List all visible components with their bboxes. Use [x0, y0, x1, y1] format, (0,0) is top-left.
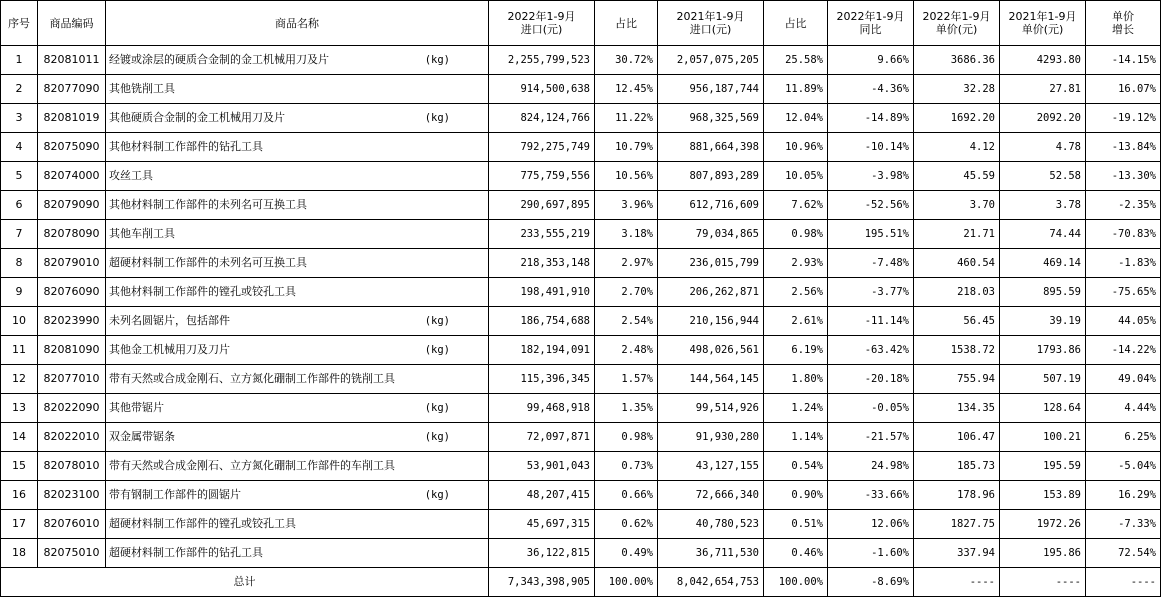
name-wrap [109, 257, 484, 269]
name-wrap [109, 315, 484, 327]
cell-price-2021: 195.59 [1000, 452, 1086, 481]
cell-name [106, 278, 489, 307]
header-seq: 序号 [1, 1, 38, 46]
header-import-2021: 2021年1-9月 进口(元) [658, 1, 764, 46]
cell-price-2021: 4293.80 [1000, 46, 1086, 75]
product-name: 其他金工机械用刀及刀片 [109, 343, 230, 356]
total-share-2021: 100.00% [764, 568, 828, 597]
cell-import-2022: 198,491,910 [489, 278, 595, 307]
cell-share-2022: 0.49% [595, 539, 658, 568]
cell-import-2021: 144,564,145 [658, 365, 764, 394]
cell-yoy: 9.66% [828, 46, 914, 75]
cell-price-2022: 755.94 [914, 365, 1000, 394]
cell-import-2022: 72,097,871 [489, 423, 595, 452]
cell-import-2021: 43,127,155 [658, 452, 764, 481]
product-name: 双金属带锯条 [109, 430, 175, 443]
cell-price-2021: 4.78 [1000, 133, 1086, 162]
product-unit: (kg) [424, 402, 450, 414]
cell-import-2022: 775,759,556 [489, 162, 595, 191]
name-wrap [109, 228, 484, 240]
product-name: 其他材料制工作部件的未列名可互换工具 [109, 198, 307, 211]
cell-seq: 4 [1, 133, 38, 162]
name-wrap [109, 518, 484, 530]
cell-import-2021: 881,664,398 [658, 133, 764, 162]
cell-yoy: -21.57% [828, 423, 914, 452]
cell-yoy: 195.51% [828, 220, 914, 249]
cell-import-2021: 40,780,523 [658, 510, 764, 539]
cell-price-2022: 3.70 [914, 191, 1000, 220]
cell-price-growth: 44.05% [1086, 307, 1161, 336]
cell-code: 82081011 [38, 46, 106, 75]
cell-share-2021: 10.05% [764, 162, 828, 191]
cell-share-2022: 3.18% [595, 220, 658, 249]
cell-name [106, 46, 489, 75]
cell-seq: 15 [1, 452, 38, 481]
product-unit: (kg) [424, 54, 450, 66]
cell-name [106, 394, 489, 423]
cell-price-2021: 1972.26 [1000, 510, 1086, 539]
cell-price-2022: 460.54 [914, 249, 1000, 278]
cell-share-2022: 0.62% [595, 510, 658, 539]
cell-share-2021: 11.89% [764, 75, 828, 104]
cell-import-2021: 99,514,926 [658, 394, 764, 423]
cell-import-2022: 290,697,895 [489, 191, 595, 220]
cell-price-growth: 4.44% [1086, 394, 1161, 423]
cell-price-growth: -7.33% [1086, 510, 1161, 539]
cell-name [106, 423, 489, 452]
cell-share-2021: 2.93% [764, 249, 828, 278]
cell-code: 82076090 [38, 278, 106, 307]
cell-price-growth: -13.30% [1086, 162, 1161, 191]
cell-code: 82077010 [38, 365, 106, 394]
cell-share-2021: 6.19% [764, 336, 828, 365]
cell-name [106, 104, 489, 133]
cell-share-2022: 2.48% [595, 336, 658, 365]
cell-import-2022: 45,697,315 [489, 510, 595, 539]
cell-import-2022: 824,124,766 [489, 104, 595, 133]
product-name: 其他材料制工作部件的镗孔或铰孔工具 [109, 285, 296, 298]
total-yoy: -8.69% [828, 568, 914, 597]
cell-price-2021: 52.58 [1000, 162, 1086, 191]
product-unit: (kg) [424, 431, 450, 443]
cell-share-2021: 25.58% [764, 46, 828, 75]
cell-code: 82022010 [38, 423, 106, 452]
cell-code: 82078010 [38, 452, 106, 481]
cell-import-2021: 956,187,744 [658, 75, 764, 104]
header-row [1, 1, 1161, 46]
cell-name [106, 481, 489, 510]
table-row [1, 104, 1161, 133]
cell-import-2022: 36,122,815 [489, 539, 595, 568]
cell-import-2022: 914,500,638 [489, 75, 595, 104]
table-row [1, 162, 1161, 191]
product-unit: (kg) [424, 489, 450, 501]
total-label: 总计 [1, 568, 489, 597]
table-row [1, 46, 1161, 75]
cell-price-2022: 4.12 [914, 133, 1000, 162]
table-row [1, 365, 1161, 394]
cell-name [106, 336, 489, 365]
cell-import-2022: 2,255,799,523 [489, 46, 595, 75]
cell-share-2022: 10.79% [595, 133, 658, 162]
header-yoy: 2022年1-9月 同比 [828, 1, 914, 46]
cell-price-growth: 16.07% [1086, 75, 1161, 104]
total-import-2022: 7,343,398,905 [489, 568, 595, 597]
product-unit: (kg) [424, 344, 450, 356]
cell-code: 82081090 [38, 336, 106, 365]
table-row [1, 481, 1161, 510]
cell-name [106, 452, 489, 481]
cell-import-2022: 218,353,148 [489, 249, 595, 278]
header-name: 商品名称 [106, 1, 489, 46]
header-import-2022: 2022年1-9月 进口(元) [489, 1, 595, 46]
name-wrap [109, 83, 484, 95]
product-name: 其他材料制工作部件的钻孔工具 [109, 140, 263, 153]
cell-price-growth: 6.25% [1086, 423, 1161, 452]
name-wrap [109, 170, 484, 182]
cell-yoy: -52.56% [828, 191, 914, 220]
cell-price-2022: 1692.20 [914, 104, 1000, 133]
cell-price-2022: 32.28 [914, 75, 1000, 104]
cell-seq: 5 [1, 162, 38, 191]
cell-price-2021: 100.21 [1000, 423, 1086, 452]
cell-price-2022: 218.03 [914, 278, 1000, 307]
cell-price-growth: 16.29% [1086, 481, 1161, 510]
cell-share-2022: 2.97% [595, 249, 658, 278]
name-wrap [109, 112, 484, 124]
cell-yoy: -14.89% [828, 104, 914, 133]
cell-share-2022: 1.35% [595, 394, 658, 423]
cell-share-2022: 10.56% [595, 162, 658, 191]
cell-yoy: -33.66% [828, 481, 914, 510]
cell-yoy: -11.14% [828, 307, 914, 336]
product-name: 带有天然或合成金刚石、立方氮化硼制工作部件的铣削工具 [109, 372, 395, 385]
cell-share-2022: 2.54% [595, 307, 658, 336]
cell-import-2021: 91,930,280 [658, 423, 764, 452]
total-price-2022: ---- [914, 568, 1000, 597]
cell-share-2022: 0.98% [595, 423, 658, 452]
table-row [1, 510, 1161, 539]
name-wrap [109, 547, 484, 559]
cell-seq: 18 [1, 539, 38, 568]
header-price-2021: 2021年1-9月 单价(元) [1000, 1, 1086, 46]
table-row [1, 249, 1161, 278]
cell-price-2021: 128.64 [1000, 394, 1086, 423]
cell-seq: 10 [1, 307, 38, 336]
cell-share-2021: 0.90% [764, 481, 828, 510]
cell-price-2021: 3.78 [1000, 191, 1086, 220]
cell-import-2022: 233,555,219 [489, 220, 595, 249]
cell-price-2022: 1538.72 [914, 336, 1000, 365]
table-row [1, 133, 1161, 162]
cell-name [106, 307, 489, 336]
cell-code: 82075090 [38, 133, 106, 162]
cell-price-growth: -19.12% [1086, 104, 1161, 133]
cell-price-2022: 1827.75 [914, 510, 1000, 539]
cell-share-2022: 0.66% [595, 481, 658, 510]
cell-share-2021: 0.54% [764, 452, 828, 481]
cell-name [106, 162, 489, 191]
cell-name [106, 249, 489, 278]
product-name: 超硬材料制工作部件的未列名可互换工具 [109, 256, 307, 269]
product-name: 超硬材料制工作部件的镗孔或铰孔工具 [109, 517, 296, 530]
cell-code: 82076010 [38, 510, 106, 539]
total-row [1, 568, 1161, 597]
cell-code: 82075010 [38, 539, 106, 568]
cell-import-2021: 210,156,944 [658, 307, 764, 336]
cell-code: 82081019 [38, 104, 106, 133]
cell-name [106, 365, 489, 394]
cell-share-2021: 1.24% [764, 394, 828, 423]
cell-yoy: -20.18% [828, 365, 914, 394]
cell-code: 82078090 [38, 220, 106, 249]
name-wrap [109, 489, 484, 501]
cell-yoy: 12.06% [828, 510, 914, 539]
cell-price-2022: 106.47 [914, 423, 1000, 452]
table-row [1, 539, 1161, 568]
cell-seq: 17 [1, 510, 38, 539]
cell-code: 82079010 [38, 249, 106, 278]
cell-yoy: -0.05% [828, 394, 914, 423]
header-price-2022: 2022年1-9月 单价(元) [914, 1, 1000, 46]
header-code: 商品编码 [38, 1, 106, 46]
cell-share-2021: 0.51% [764, 510, 828, 539]
cell-import-2022: 186,754,688 [489, 307, 595, 336]
cell-share-2021: 2.61% [764, 307, 828, 336]
cell-price-growth: -5.04% [1086, 452, 1161, 481]
cell-price-growth: 72.54% [1086, 539, 1161, 568]
product-name: 其他铣削工具 [109, 82, 175, 95]
total-share-2022: 100.00% [595, 568, 658, 597]
cell-code: 82023100 [38, 481, 106, 510]
cell-share-2021: 12.04% [764, 104, 828, 133]
cell-share-2022: 2.70% [595, 278, 658, 307]
cell-price-growth: -14.22% [1086, 336, 1161, 365]
cell-seq: 7 [1, 220, 38, 249]
cell-price-growth: 49.04% [1086, 365, 1161, 394]
cell-yoy: -10.14% [828, 133, 914, 162]
cell-yoy: 24.98% [828, 452, 914, 481]
cell-price-2021: 74.44 [1000, 220, 1086, 249]
cell-seq: 13 [1, 394, 38, 423]
cell-import-2021: 612,716,609 [658, 191, 764, 220]
table-row [1, 191, 1161, 220]
cell-price-growth: -1.83% [1086, 249, 1161, 278]
cell-price-2022: 21.71 [914, 220, 1000, 249]
cell-price-2021: 27.81 [1000, 75, 1086, 104]
cell-share-2022: 30.72% [595, 46, 658, 75]
cell-price-2022: 178.96 [914, 481, 1000, 510]
table-header [1, 1, 1161, 46]
cell-code: 82023990 [38, 307, 106, 336]
cell-import-2022: 48,207,415 [489, 481, 595, 510]
product-unit: (kg) [424, 315, 450, 327]
cell-price-growth: -14.15% [1086, 46, 1161, 75]
product-name: 其他带锯片 [109, 401, 164, 414]
cell-share-2022: 1.57% [595, 365, 658, 394]
cell-code: 82079090 [38, 191, 106, 220]
table-body [1, 46, 1161, 597]
cell-seq: 8 [1, 249, 38, 278]
cell-import-2021: 79,034,865 [658, 220, 764, 249]
cell-import-2022: 115,396,345 [489, 365, 595, 394]
cell-price-growth: -2.35% [1086, 191, 1161, 220]
cell-price-2021: 195.86 [1000, 539, 1086, 568]
cell-price-growth: -13.84% [1086, 133, 1161, 162]
cell-price-2022: 3686.36 [914, 46, 1000, 75]
cell-price-growth: -70.83% [1086, 220, 1161, 249]
cell-price-2021: 507.19 [1000, 365, 1086, 394]
cell-name [106, 133, 489, 162]
cell-price-growth: -75.65% [1086, 278, 1161, 307]
cell-share-2021: 10.96% [764, 133, 828, 162]
table-row [1, 423, 1161, 452]
cell-share-2021: 7.62% [764, 191, 828, 220]
header-price-growth: 单价 增长 [1086, 1, 1161, 46]
cell-code: 82077090 [38, 75, 106, 104]
cell-seq: 1 [1, 46, 38, 75]
total-import-2021: 8,042,654,753 [658, 568, 764, 597]
cell-import-2021: 968,325,569 [658, 104, 764, 133]
cell-seq: 2 [1, 75, 38, 104]
cell-import-2021: 236,015,799 [658, 249, 764, 278]
cell-seq: 3 [1, 104, 38, 133]
cell-price-2021: 2092.20 [1000, 104, 1086, 133]
cell-share-2021: 2.56% [764, 278, 828, 307]
cell-import-2021: 498,026,561 [658, 336, 764, 365]
cell-import-2021: 807,893,289 [658, 162, 764, 191]
table-row [1, 75, 1161, 104]
product-name: 带有天然或合成金刚石、立方氮化硼制工作部件的车削工具 [109, 459, 395, 472]
cell-import-2021: 2,057,075,205 [658, 46, 764, 75]
cell-import-2022: 792,275,749 [489, 133, 595, 162]
cell-price-2021: 39.19 [1000, 307, 1086, 336]
cell-share-2022: 3.96% [595, 191, 658, 220]
cell-price-2021: 1793.86 [1000, 336, 1086, 365]
cell-price-2022: 185.73 [914, 452, 1000, 481]
product-name: 未列名圆锯片，包括部件 [109, 314, 230, 327]
cell-yoy: -63.42% [828, 336, 914, 365]
total-price-growth: ---- [1086, 568, 1161, 597]
cell-import-2022: 99,468,918 [489, 394, 595, 423]
cell-share-2021: 1.80% [764, 365, 828, 394]
table-row [1, 278, 1161, 307]
cell-price-2021: 153.89 [1000, 481, 1086, 510]
cell-import-2021: 206,262,871 [658, 278, 764, 307]
name-wrap [109, 402, 484, 414]
product-name: 经镀或涂层的硬质合金制的金工机械用刀及片 [109, 53, 329, 66]
cell-yoy: -4.36% [828, 75, 914, 104]
cell-price-2022: 45.59 [914, 162, 1000, 191]
cell-share-2022: 0.73% [595, 452, 658, 481]
cell-seq: 9 [1, 278, 38, 307]
cell-seq: 11 [1, 336, 38, 365]
header-share-2021: 占比 [764, 1, 828, 46]
cell-name [106, 539, 489, 568]
total-price-2021: ---- [1000, 568, 1086, 597]
cell-yoy: -1.60% [828, 539, 914, 568]
cell-import-2022: 53,901,043 [489, 452, 595, 481]
cell-seq: 16 [1, 481, 38, 510]
cell-code: 82074000 [38, 162, 106, 191]
table-row [1, 220, 1161, 249]
cell-seq: 12 [1, 365, 38, 394]
table-row [1, 394, 1161, 423]
cell-seq: 6 [1, 191, 38, 220]
table-row [1, 336, 1161, 365]
cell-price-2021: 895.59 [1000, 278, 1086, 307]
name-wrap [109, 54, 484, 66]
cell-price-2022: 56.45 [914, 307, 1000, 336]
cell-code: 82022090 [38, 394, 106, 423]
cell-yoy: -3.77% [828, 278, 914, 307]
product-unit: (kg) [424, 112, 450, 124]
cell-yoy: -3.98% [828, 162, 914, 191]
cell-import-2022: 182,194,091 [489, 336, 595, 365]
cell-share-2021: 1.14% [764, 423, 828, 452]
cell-import-2021: 72,666,340 [658, 481, 764, 510]
product-name: 超硬材料制工作部件的钻孔工具 [109, 546, 263, 559]
cell-import-2021: 36,711,530 [658, 539, 764, 568]
name-wrap [109, 431, 484, 443]
name-wrap [109, 286, 484, 298]
cell-name [106, 220, 489, 249]
cell-yoy: -7.48% [828, 249, 914, 278]
cell-name [106, 75, 489, 104]
name-wrap [109, 344, 484, 356]
cell-price-2022: 134.35 [914, 394, 1000, 423]
cell-price-2022: 337.94 [914, 539, 1000, 568]
product-name: 其他硬质合金制的金工机械用刀及片 [109, 111, 285, 124]
cell-share-2021: 0.98% [764, 220, 828, 249]
name-wrap [109, 373, 484, 385]
cell-share-2022: 11.22% [595, 104, 658, 133]
cell-seq: 14 [1, 423, 38, 452]
name-wrap [109, 141, 484, 153]
header-share-2022: 占比 [595, 1, 658, 46]
table-row [1, 452, 1161, 481]
cell-price-2021: 469.14 [1000, 249, 1086, 278]
cell-name [106, 510, 489, 539]
cell-share-2021: 0.46% [764, 539, 828, 568]
name-wrap [109, 199, 484, 211]
product-name: 其他车削工具 [109, 227, 175, 240]
product-name: 攻丝工具 [109, 169, 153, 182]
name-wrap [109, 460, 484, 472]
cell-name [106, 191, 489, 220]
cell-share-2022: 12.45% [595, 75, 658, 104]
table-row [1, 307, 1161, 336]
product-name: 带有钢制工作部件的圆锯片 [109, 488, 241, 501]
